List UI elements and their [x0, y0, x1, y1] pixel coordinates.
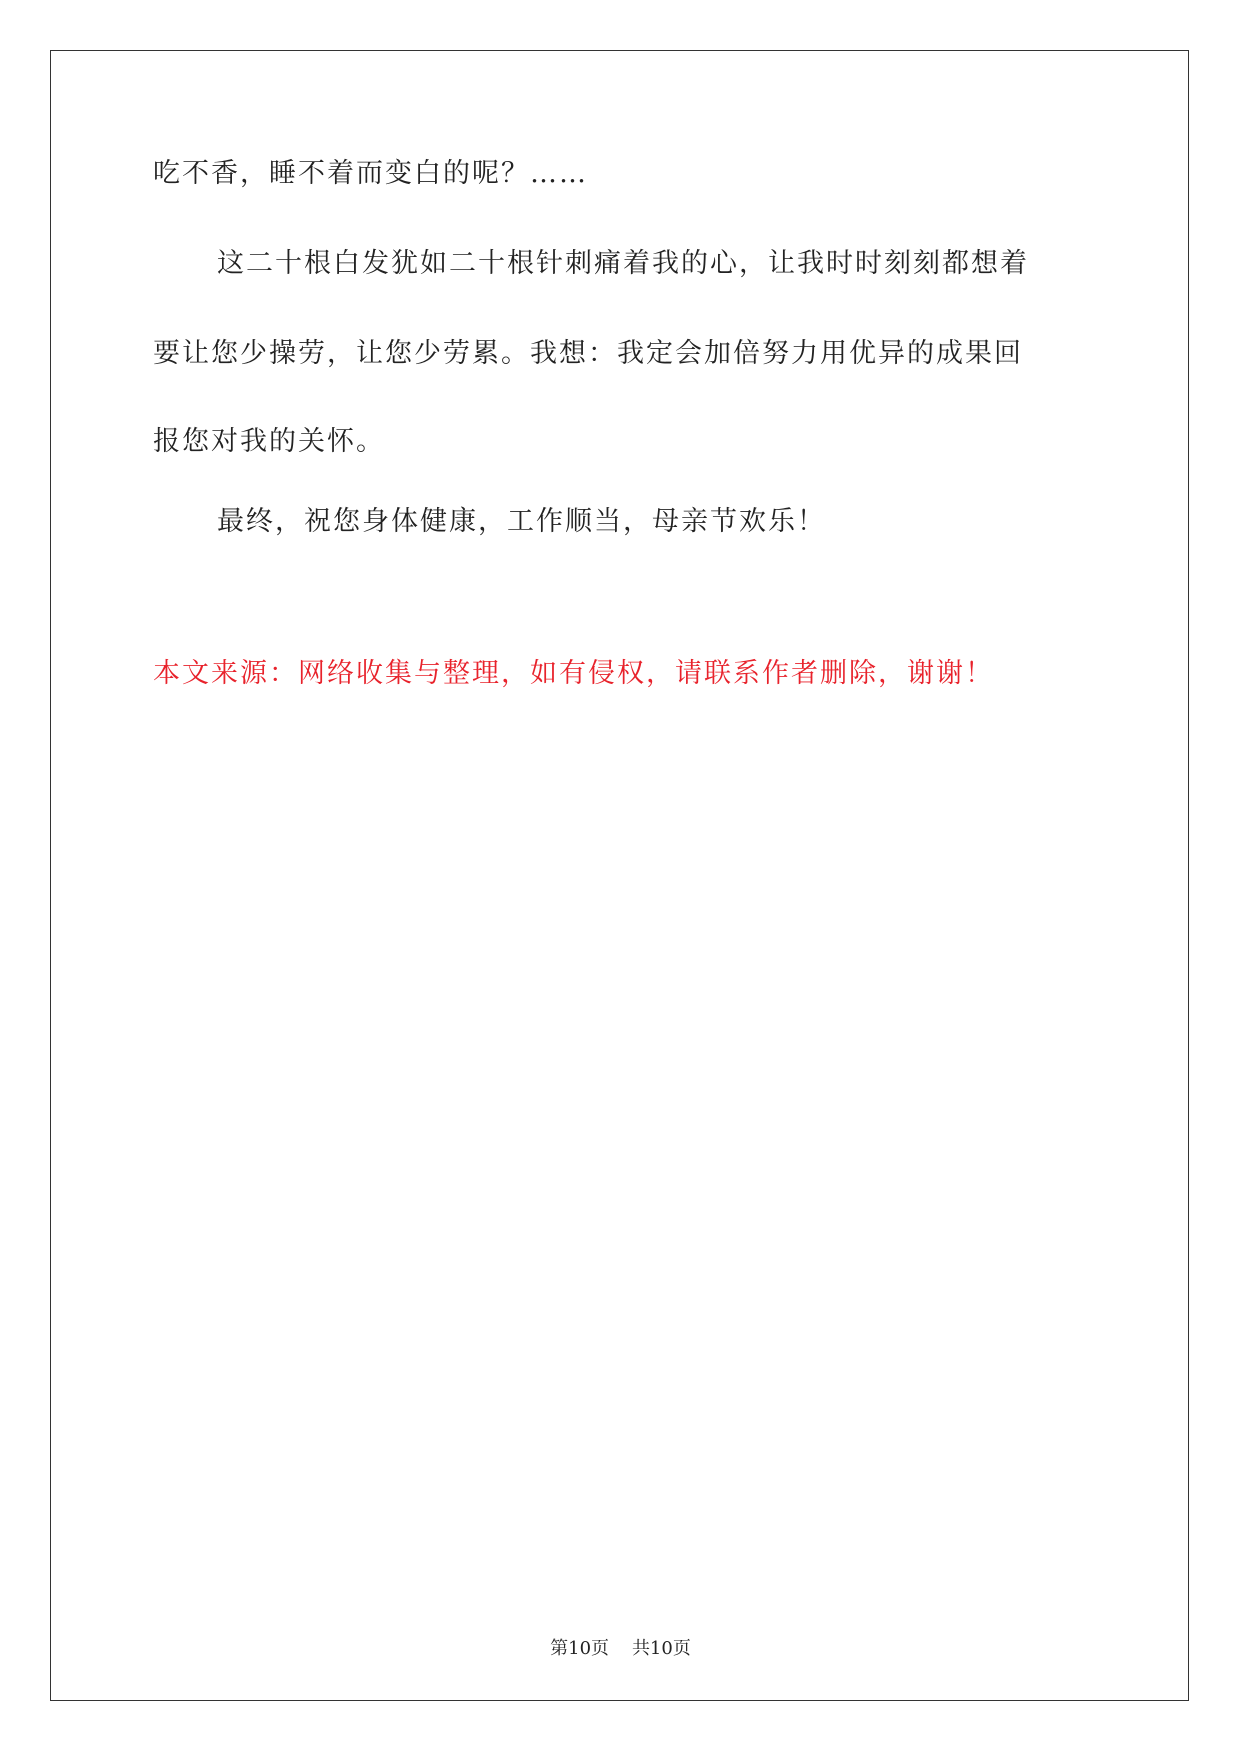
paragraph-line: 这二十根白发犹如二十根针刺痛着我的心，让我时时刻刻都想着 [217, 248, 1029, 279]
paragraph-line: 报您对我的关怀。 [153, 426, 385, 457]
page-footer [0, 1634, 1241, 1660]
page-number: 第10页 [550, 1638, 610, 1659]
paragraph-line: 要让您少操劳，让您少劳累。我想：我定会加倍努力用优异的成果回 [153, 338, 1023, 369]
page-border [50, 50, 1189, 1701]
paragraph-line: 最终，祝您身体健康，工作顺当，母亲节欢乐！ [217, 506, 826, 537]
source-note: 本文来源：网络收集与整理，如有侵权，请联系作者删除，谢谢！ [153, 658, 994, 689]
paragraph-line: 吃不香，睡不着而变白的呢？…… [153, 158, 588, 189]
page-total: 共10页 [631, 1638, 691, 1659]
